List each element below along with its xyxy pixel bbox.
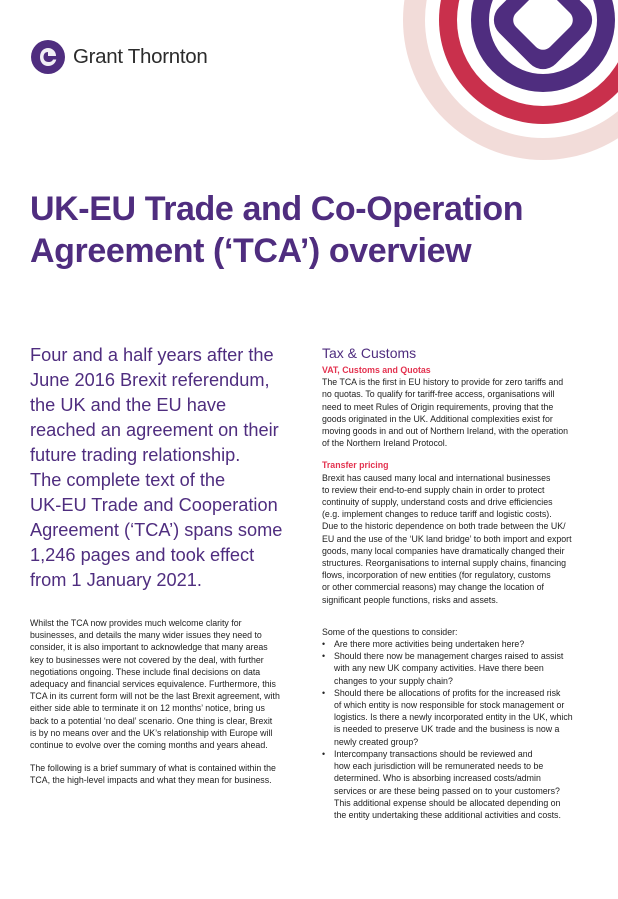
bullet-line: This additional expense should be allocated depending on [334, 797, 561, 808]
body-line: need to meet Rules of Origin requirements, proving that the [322, 401, 554, 412]
body-line: The TCA is the first in EU history to provide for zero tariffs and [322, 377, 564, 388]
bullet-line: services or are these being passed on to your customers? [334, 785, 560, 796]
body-line: structures. Reorganisations to internal supply chains, financing [322, 558, 567, 569]
questions-intro: Some of the questions to consider: [322, 626, 458, 637]
lead-line: Four and a half years after the [30, 345, 274, 365]
body-line: moving goods in and out of Northern Ireland, with the operation [322, 426, 568, 437]
body-line: negotiations ongoing. These include final decisions on data [30, 666, 261, 677]
body-line: businesses, and details the many wider issues they need to [30, 630, 262, 641]
tax-customs-section [322, 345, 592, 821]
body-line: EU and the use of the ‘UK land bridge’ to both import and export [322, 533, 572, 544]
body-line: adequacy and financial services equivalence. Furthermore, this [30, 679, 276, 690]
body-line: no quotas. To qualify for tariff-free access, organisations will [322, 389, 555, 400]
body-line: goods, many local companies have dramatically changed their [322, 545, 565, 556]
list-item [322, 650, 592, 687]
body-line: (e.g. implement changes to reduce tariff and logistic costs). [322, 509, 552, 520]
lead-line: 1,246 pages and took effect [30, 545, 255, 565]
body-line: significant people functions, risks and assets. [322, 594, 499, 605]
intro-body [30, 617, 298, 798]
title-line-1: UK-EU Trade and Co-Operation [30, 190, 524, 228]
body-line: TCA, the high-level impacts and what they mean for business. [30, 775, 272, 786]
body-line: continuity of supply, understand costs and drive efficiencies [322, 497, 553, 508]
bullet-line: newly created group? [334, 736, 419, 747]
intro-paragraph-2 [30, 762, 298, 786]
questions-list [322, 638, 592, 821]
list-item [322, 748, 592, 821]
title-line-2: Agreement (‘TCA’) overview [30, 232, 472, 270]
lead-line: the UK and the EU have [30, 395, 227, 415]
list-item [322, 687, 592, 748]
brand-logo [31, 40, 207, 74]
body-line: to review their end-to-end supply chain in order to protect [322, 484, 545, 495]
page-title [30, 188, 590, 272]
bullet-line: the entity undertaking these additional activities and costs. [334, 809, 561, 820]
subheading-transfer-pricing: Transfer pricing [322, 460, 389, 471]
body-line: or other commercial reasons) may change the location of [322, 582, 544, 593]
bullet-line: • Should there now be management charges raised to assist [334, 651, 564, 662]
bullet-line: • Intercompany transactions should be reviewed and [334, 748, 533, 759]
body-line: TCA in its current form will not be the last Brexit agreement, with [30, 691, 280, 702]
body-line: either side able to terminate it on 12 months’ notice, bring us [30, 703, 265, 714]
bullet-line: of which entity is now responsible for stock management or [334, 700, 565, 711]
intro-paragraph-1 [30, 617, 298, 751]
bullet-line: with any new UK company activities. Have there been [334, 663, 544, 674]
bullet-line: changes to your supply chain? [334, 675, 453, 686]
body-line: of the Northern Ireland Protocol. [322, 438, 448, 449]
lead-line: UK-EU Trade and Cooperation [30, 495, 278, 515]
bullet-line: determined. Who is absorbing increased costs/admin [334, 773, 541, 784]
body-line: back to a potential ‘no deal’ scenario. One thing is clear, Brexit [30, 715, 273, 726]
body-line: Whilst the TCA now provides much welcome clarity for [30, 618, 242, 628]
transfer-pricing-paragraph [322, 472, 592, 606]
body-line: goods originated in the UK. Additional complexities exist for [322, 413, 553, 424]
body-line: consider, it is also important to acknowledge that many areas [30, 642, 268, 653]
body-line: continue to evolve over the coming months and years ahead. [30, 740, 268, 751]
grant-thornton-logo-mark-icon [31, 40, 65, 74]
body-line: is by no means over and the UK’s relationship with Europe will [30, 727, 273, 738]
subheading-vat: VAT, Customs and Quotas [322, 365, 431, 375]
body-line: flows, incorporation of new entities (for regulatory, customs [322, 570, 551, 581]
lead-line: The complete text of the [30, 470, 226, 490]
bullet-line: how each jurisdiction will be remunerated needs to be [334, 761, 544, 772]
brand-name: Grant Thornton [73, 45, 208, 68]
lead-paragraph [30, 343, 305, 593]
bullet-line: is needed to preserve UK trade and the business is now a [334, 724, 560, 735]
decorative-rings-icon [400, 0, 618, 165]
body-line: key to businesses were not covered by the deal, with further [30, 654, 264, 665]
vat-paragraph [322, 376, 592, 449]
body-line: Brexit has caused many local and international businesses [322, 472, 551, 483]
lead-line: reached an agreement on their [30, 420, 279, 440]
bullet-line: • Are there more activities being undertaken here? [334, 639, 525, 650]
bullet-line: • Should there be allocations of profits for the increased risk [334, 687, 561, 698]
lead-line: June 2016 Brexit referendum, [30, 370, 270, 390]
list-item [322, 638, 592, 650]
lead-line: future trading relationship. [30, 445, 241, 465]
lead-line: from 1 January 2021. [30, 570, 202, 590]
section-heading: Tax & Customs [322, 345, 417, 361]
bullet-line: logistics. Is there a newly incorporated entity in the UK, which [334, 712, 573, 723]
body-line: Due to the historic dependence on both trade between the UK/ [322, 521, 566, 532]
body-line: The following is a brief summary of what is contained within the [30, 763, 276, 774]
lead-line: Agreement (‘TCA’) spans some [30, 520, 283, 540]
